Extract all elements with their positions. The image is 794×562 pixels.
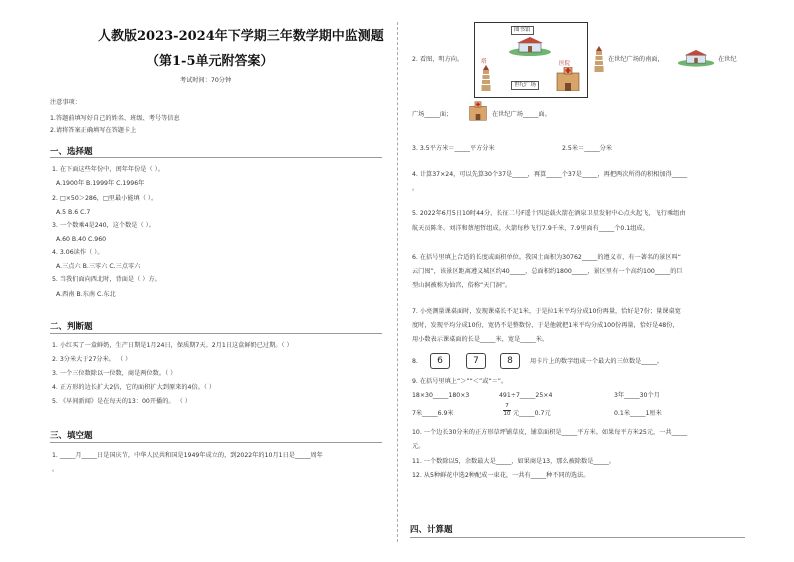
digit-card: 7	[466, 353, 486, 369]
fill-q3-b: 2.5米＝_____分米	[562, 145, 613, 152]
choice-q4-options: A.三点六 B.三零六 C.三点零六	[56, 263, 141, 270]
exam-time: 考试时间：70分钟	[180, 77, 232, 84]
choice-q2: 2. □×50＞286，□里最小能填（ ）。	[52, 195, 158, 202]
page-subtitle: （第1-5单元附答案）	[146, 54, 274, 69]
fill-q4-end: 。	[412, 185, 419, 192]
choice-q3: 3. 一个数乘4是240，这个数是（ ）。	[52, 222, 155, 229]
tower-icon	[593, 46, 605, 72]
choice-q2-options: A.5 B.6 C.7	[56, 209, 91, 216]
fill-q11: 11. 一个数除以5，余数最大是_____，如果商是13，那么被除数是_____。	[412, 458, 616, 465]
fill-q5-line-1: 5. 2022年6月5日10时44分，长征二号F遥十四运载火箭在酒泉卫星发射中心点火起飞，飞行乘组由	[412, 210, 686, 217]
map-tower-label: 塔	[481, 59, 487, 65]
fraction-denominator: 10	[503, 411, 511, 417]
section-divider	[50, 442, 382, 443]
fill-q12: 12. 从5种鲜花中选2种配成一束花，一共有_____种不同的选法。	[412, 472, 590, 479]
notes-item-2: 2.请将答案正确填写在答题卡上	[50, 127, 137, 134]
fill-q9: 9. 在括号里填上“＞”“＜”或“＝”。	[412, 378, 508, 385]
fill-q2-part-d: 在世纪广场_____面。	[492, 111, 551, 118]
fill-q3: 3. 3.5平方米＝_____平方分米	[412, 145, 495, 152]
fill-q2: 2. 看图，明方向。	[412, 56, 464, 63]
fill-q6-line-3: 型山洞被称为仙宫，俗称“天门洞”。	[412, 282, 512, 289]
digit-card: 6	[430, 353, 450, 369]
fill-q4: 4. 计算37×24，可以先算30个37是_____，再算_____个37是_____，再把两次所得的积相加得_____	[412, 171, 688, 178]
judge-q4: 4. 正方形的边长扩大2倍，它的面积扩大到原来的4倍。（ ）	[52, 384, 216, 391]
compare-18x30: 18×30_____180×3	[412, 392, 470, 399]
library-icon	[676, 46, 716, 68]
column-divider	[397, 22, 398, 542]
section-judge-title: 二、判断题	[50, 322, 93, 332]
section-divider	[50, 333, 382, 334]
fill-q7-line-2: 度时，发现平均分成10份，宽仍不是整数份，于是他就把1米平均分成100份再量，恰好是48份，	[412, 322, 679, 329]
map-hospital-label: 医院	[559, 61, 571, 67]
direction-map	[474, 22, 588, 98]
page-title: 人教版2023-2024年下学期三年数学期中监测题	[98, 29, 384, 44]
compare-7m: 7米_____6.9米	[412, 410, 454, 417]
hospital-icon	[555, 67, 581, 91]
fraction-numerator: 7	[505, 403, 509, 409]
notes-heading: 注意事项：	[50, 99, 81, 106]
fill-q6-line-1: 6. 在括号里填上合适的长度或面积单位。我国土面积为30762_____的遵义市，有一著名的景区叫“	[412, 254, 681, 261]
notes-item-1: 1.答题前填写好自己的姓名、班级、考号等信息	[50, 115, 180, 122]
fill-q10: 10. 一个边长30分米的正方形草坪铺草皮，铺草面积是_____平方米。如果每平方米25元，一共_____	[412, 429, 688, 436]
fill-q1: 1. _____月_____日是国庆节，中华人民共和国是1949年成立的，到2022年的10月1日是_____周年	[52, 452, 323, 459]
fill-q8: 用卡片上的数字组成一个最大的三位数是_____。	[530, 358, 664, 365]
map-library-label: 图书馆	[511, 26, 534, 35]
fill-q1-end: 。	[52, 466, 59, 473]
fill-q7-line-3: 用小数表示课桌面的长是_____米，宽是_____米。	[412, 336, 549, 343]
section-calc-title: 四、计算题	[410, 525, 453, 535]
fill-q2-part-c: 广场_____面；	[412, 111, 453, 118]
fill-q10-end: 元。	[412, 443, 425, 450]
compare-fraction-yuan: 元_____0.7元	[513, 410, 551, 417]
judge-q1: 1. 小红买了一盒鲜奶，生产日期是1月24日，保质期7天。2月1日这盒鲜奶已过期。（ ）	[52, 342, 293, 349]
section-divider	[50, 157, 382, 158]
fill-q6-line-2: 云门囤”，该景区距离遵义城区约40_____，总面积约1800_____，景区里有一个高约100_____的巨	[412, 268, 683, 275]
choice-q1: 1. 在下面这些年份中，闰年年份是（ ）。	[52, 166, 164, 173]
choice-q3-options: A.60 B.40 C.960	[56, 236, 107, 243]
fill-q8-label: 8.	[412, 358, 418, 365]
digit-card: 8	[500, 353, 520, 369]
section-choice-title: 一、选择题	[50, 147, 93, 157]
section-divider	[410, 537, 745, 538]
choice-q5-options: A.西南 B.东南 C.东北	[56, 291, 116, 298]
judge-q2: 2. 3分米大于27分米。 （ ）	[52, 356, 132, 363]
tower-icon	[481, 65, 491, 91]
map-plaza-label: 世纪广场	[511, 81, 539, 90]
choice-q1-options: A.1900年 B.1999年 C.1996年	[56, 180, 145, 187]
judge-q5: 5. 《早间新闻》是在每天的13：00开播的。 （ ）	[52, 398, 191, 405]
judge-q3: 3. 一个三位数除以一位数，商是两位数。（ ）	[52, 370, 177, 377]
choice-q4: 4. 3.06读作（ ）。	[52, 249, 104, 256]
compare-0-1m: 0.1米_____1厘米	[614, 410, 662, 417]
section-fill-title: 三、填空题	[50, 431, 93, 441]
fill-q2-part-a: 在世纪广场的南面，	[608, 56, 664, 63]
compare-491div7: 491÷7_____25×4	[499, 392, 553, 399]
fill-q2-part-b: 在世纪	[718, 56, 737, 63]
compare-3years: 3年_____30个月	[614, 392, 660, 399]
fill-q5-line-2: 航天员陈冬、刘洋和蔡旭哲组成。火箭每秒飞行7.9千米，7.9里面有_____个0.1组成。	[412, 225, 649, 232]
library-icon	[507, 34, 553, 56]
fill-q7-line-1: 7. 小亮测量课桌面时，发现课桌长不足1米，于是拉1米平均分成10份再量，恰好是7份；量课桌宽	[412, 308, 681, 315]
choice-q5: 5. 当我们面向西北时，背面是（ ）方。	[52, 276, 161, 283]
hospital-icon	[468, 100, 488, 122]
